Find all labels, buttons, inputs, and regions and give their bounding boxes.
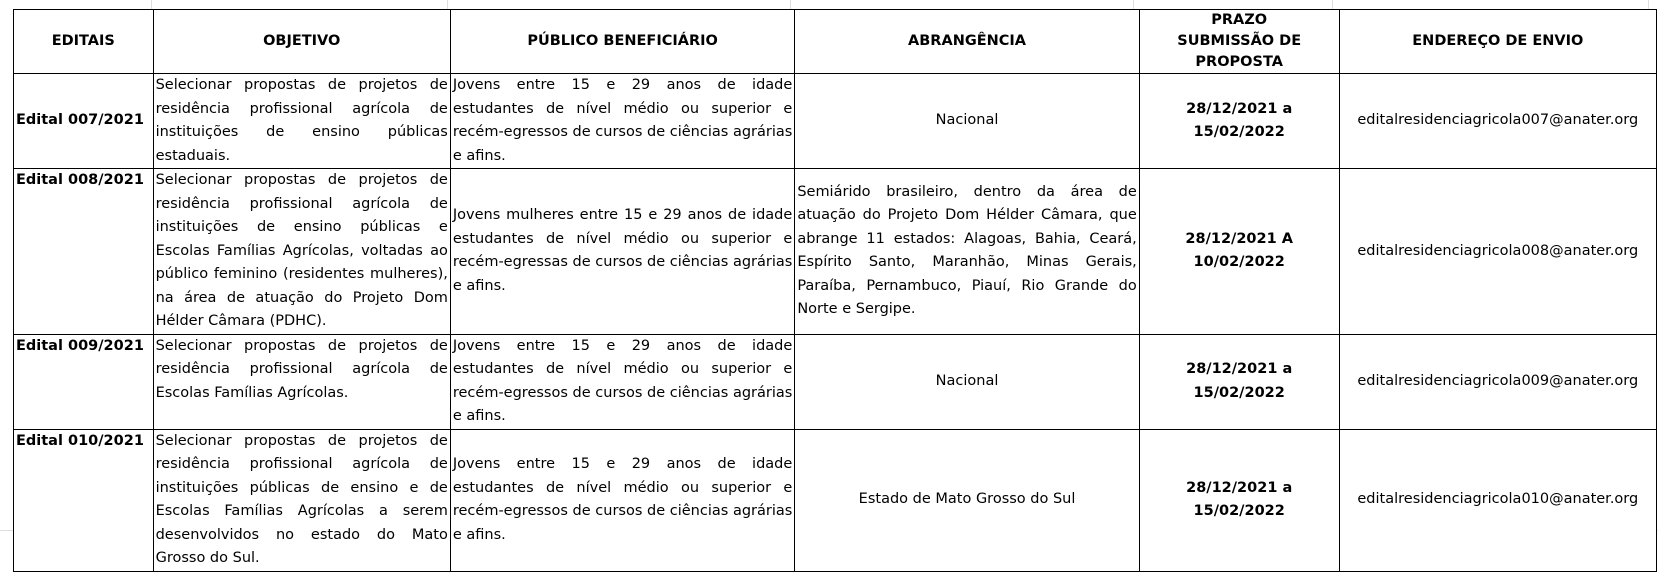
table-row	[14, 334, 1657, 429]
header-publico: PÚBLICO BENEFICIÁRIO	[450, 10, 794, 74]
cell-endereco: editalresidenciagricola008@anater.org	[1339, 169, 1656, 335]
editais-table	[13, 9, 1657, 572]
cell-abrangencia: Semiárido brasileiro, dentro da área de atuação do Projeto Dom Hélder Câmara, que abrange 11 estados: Alagoas, Bahia, Ceará, Espírito Santo, Maranhão, Minas Gerais, Paraíba, Pernambuco, Piauí, Rio Grande do Norte e Sergipe.	[795, 169, 1139, 335]
cell-objetivo: Selecionar propostas de projetos de residência profissional agrícola de instituições de ensino públicas estaduais.	[153, 74, 450, 169]
header-prazo-line2: SUBMISSÃO DE PROPOSTA	[1177, 33, 1302, 70]
cell-prazo: 28/12/2021 a 15/02/2022	[1139, 74, 1339, 169]
header-endereco: ENDEREÇO DE ENVIO	[1339, 10, 1656, 74]
header-prazo-line1: PRAZO	[1211, 12, 1268, 28]
cell-edital: Edital 009/2021	[14, 334, 154, 429]
header-objetivo: OBJETIVO	[153, 10, 450, 74]
cell-objetivo: Selecionar propostas de projetos de residência profissional agrícola de instituições de ensino públicas e Escolas Famílias Agrícolas, voltadas ao público feminino (residentes mulheres), na área de atuação do Projeto Dom Hélder Câmara (PDHC).	[153, 169, 450, 335]
cell-endereco: editalresidenciagricola010@anater.org	[1339, 429, 1656, 571]
cell-publico: Jovens entre 15 e 29 anos de idade estudantes de nível médio ou superior e recém-egressos de cursos de ciências agrárias e afins.	[450, 334, 794, 429]
cell-publico: Jovens entre 15 e 29 anos de idade estudantes de nível médio ou superior e recém-egressos de cursos de ciências agrárias e afins.	[450, 429, 794, 571]
cell-publico: Jovens entre 15 e 29 anos de idade estudantes de nível médio ou superior e recém-egressos de cursos de ciências agrárias e afins.	[450, 74, 794, 169]
cell-objetivo: Selecionar propostas de projetos de residência profissional agrícola de instituições públicas de ensino e de Escolas Famílias Agrícolas a serem desenvolvidos no estado do Mato Grosso do Sul.	[153, 429, 450, 571]
cell-objetivo: Selecionar propostas de projetos de residência profissional agrícola de Escolas Famílias Agrícolas.	[153, 334, 450, 429]
cell-endereco: editalresidenciagricola009@anater.org	[1339, 334, 1656, 429]
table-row	[14, 169, 1657, 335]
cell-prazo: 28/12/2021 a 15/02/2022	[1139, 429, 1339, 571]
header-abrangencia: ABRANGÊNCIA	[795, 10, 1139, 74]
cell-abrangencia: Nacional	[795, 74, 1139, 169]
cell-prazo: 28/12/2021 A 10/02/2022	[1139, 169, 1339, 335]
cell-edital: Edital 010/2021	[14, 429, 154, 571]
cell-endereco: editalresidenciagricola007@anater.org	[1339, 74, 1656, 169]
cell-prazo: 28/12/2021 a 15/02/2022	[1139, 334, 1339, 429]
cell-publico: Jovens mulheres entre 15 e 29 anos de idade estudantes de nível médio ou superior e recém-egressas de cursos de ciências agrárias e afins.	[450, 169, 794, 335]
cell-edital: Edital 007/2021	[14, 74, 154, 169]
cell-edital: Edital 008/2021	[14, 169, 154, 335]
header-row	[14, 10, 1657, 74]
table-row	[14, 74, 1657, 169]
table-row	[14, 429, 1657, 571]
cell-abrangencia: Nacional	[795, 334, 1139, 429]
cell-abrangencia: Estado de Mato Grosso do Sul	[795, 429, 1139, 571]
header-editais: EDITAIS	[14, 10, 154, 74]
header-prazo	[1139, 10, 1339, 74]
